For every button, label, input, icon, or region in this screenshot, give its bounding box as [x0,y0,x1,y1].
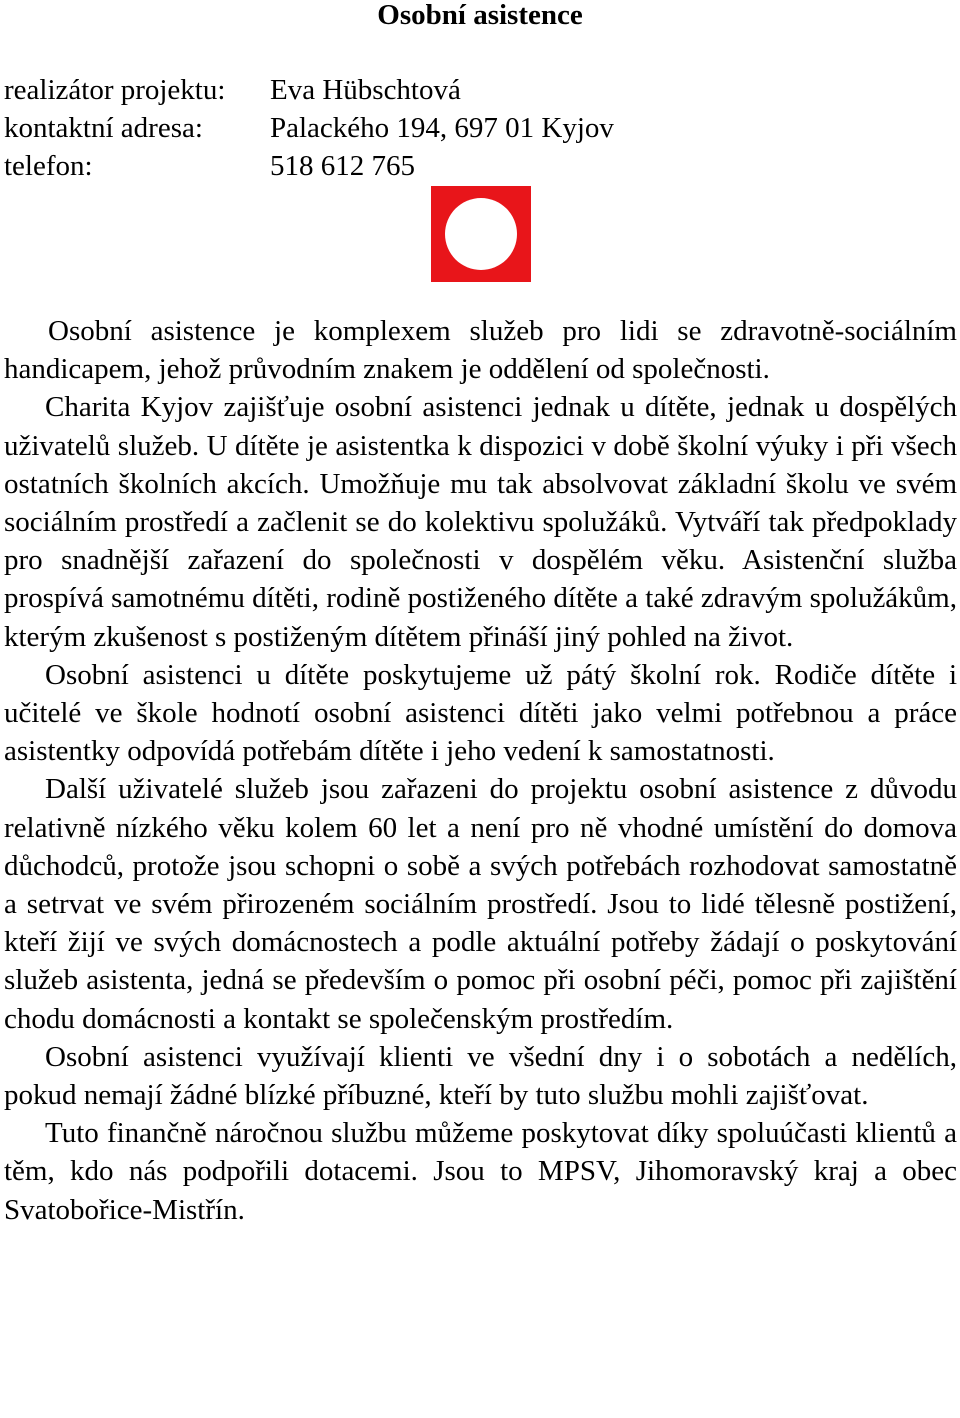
paragraph-funding: Tuto finančně náročnou službu můžeme poskytovat díky spoluúčasti klientů a těm, kdo nás podpořili dotacemi. Jsou to MPSV, Jihomoravský kraj a obec Svatobořice-Mistřín. [4,1117,957,1226]
paragraph-intro: Osobní asistence je komplexem služeb pro lidi se zdravotně-sociálním handicapem, jehož průvodním znakem je oddělení od společnosti. [4,315,957,386]
info-label-project-lead: realizátor projektu: [4,74,226,106]
document-body [4,312,957,1229]
info-label-phone: telefon: [4,150,93,182]
paragraph-weekends: Osobní asistenci využívají klienti ve všední dny i o sobotách a nedělích, pokud nemají žádné blízké příbuzné, kteří by tuto službu mohli zajišťovat. [4,1040,957,1112]
info-row-project-lead [4,71,461,109]
info-value-contact-address: Palackého 194, 697 01 Kyjov [270,112,614,144]
info-value-phone: 518 612 765 [270,150,415,182]
paragraph-charita: Charita Kyjov zajišťuje osobní asistenci jednak u dítěte, jednak u dospělých uživatelů služeb. U dítěte je asistentka k dispozici v době školní výuky i při všech ostatních školních akcích. Umožňuje mu tak absolvovat základní školu ve svém sociálním prostředí a začlenit se do kolektivu spolužáků. Vytváří tak předpoklady pro snadnější zařazení do společnosti v dospělém věku. Asistenční služba prospívá samotnému dítěti, rodině postiženého dítěte a také zdravým spolužákům, kterým zkušenost s postiženým dítětem přináší jiný pohled na život. [4,391,957,653]
page-title: Osobní asistence [377,0,583,31]
red-square-white-circle-logo-icon [431,186,531,282]
paragraph-child-assistance: Osobní asistenci u dítěte poskytujeme už pátý školní rok. Rodiče dítěte i učitelé ve škole hodnotí osobní asistenci dítěti jako velmi potřebnou a práce asistentky odpovídá potřebám dítěte i jeho vedení k samostatnosti. [4,658,957,768]
info-row-phone [4,147,415,185]
paragraph-adult-users: Další uživatelé služeb jsou zařazeni do projektu osobní asistence z důvodu relativně nízkého věku kolem 60 let a není pro ně vhodné umístění do domova důchodců, protože jsou schopni o sobě a svých potřebách rozhodovat samostatně a setrvat ve svém přirozeném sociálním prostředí. Jsou to lidé tělesně postižení, kteří žijí ve svých domácnostech a podle aktuální potřeby žádají o poskytování služeb asistenta, jedná se především o pomoc při osobní péči, pomoc při zajištění chodu domácnosti a kontakt se společenským prostředím. [4,773,957,1035]
info-label-contact-address: kontaktní adresa: [4,112,203,144]
logo-circle [445,198,517,270]
info-value-project-lead: Eva Hübschtová [270,74,461,106]
info-row-contact-address [4,109,614,147]
